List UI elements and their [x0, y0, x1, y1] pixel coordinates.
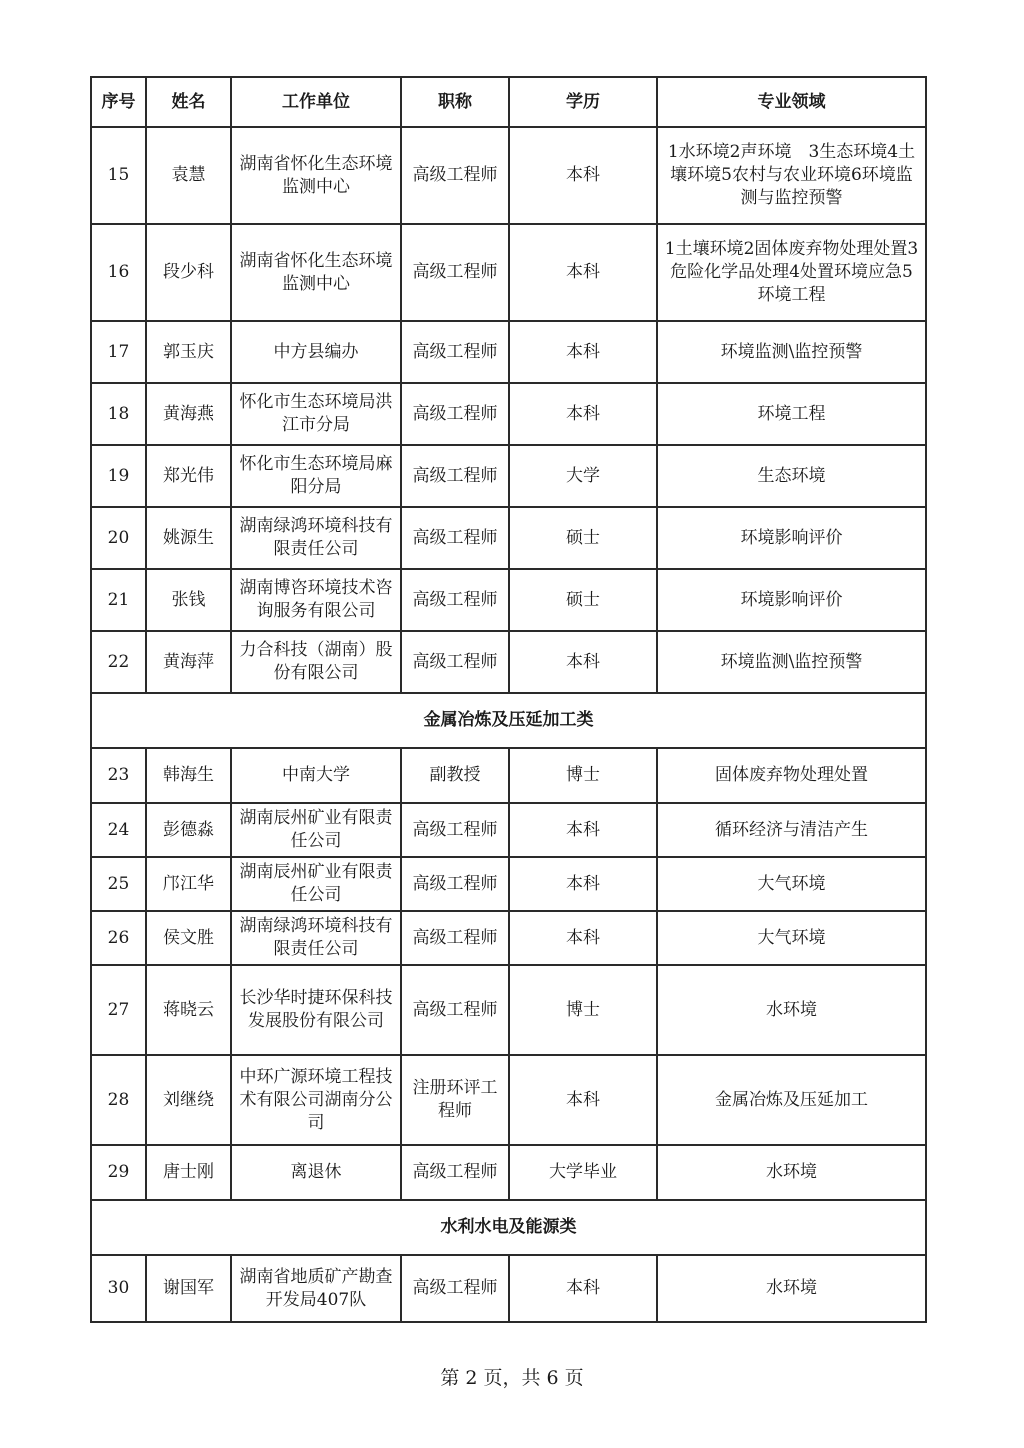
- category-row: [91, 1200, 926, 1255]
- cell-title: 高级工程师: [401, 1145, 509, 1200]
- table-row: [91, 569, 926, 631]
- cell-education: 本科: [509, 911, 657, 965]
- cell-name: 邝江华: [146, 857, 231, 911]
- cell-title: 高级工程师: [401, 857, 509, 911]
- cell-unit: 湖南省怀化生态环境监测中心: [231, 127, 401, 224]
- cell-title: 高级工程师: [401, 507, 509, 569]
- table-row: [91, 857, 926, 911]
- table-row: [91, 321, 926, 383]
- cell-education: 博士: [509, 965, 657, 1055]
- cell-name: 张钱: [146, 569, 231, 631]
- cell-unit: 湖南省怀化生态环境监测中心: [231, 224, 401, 321]
- cell-education: 本科: [509, 631, 657, 693]
- cell-unit: 湖南辰州矿业有限责任公司: [231, 803, 401, 857]
- cell-field: 大气环境: [657, 911, 926, 965]
- header-unit: 工作单位: [231, 77, 401, 127]
- cell-no: 17: [91, 321, 146, 383]
- table-row: [91, 631, 926, 693]
- cell-field: 环境工程: [657, 383, 926, 445]
- cell-title: 注册环评工程师: [401, 1055, 509, 1145]
- table-row: [91, 748, 926, 803]
- header-education: 学历: [509, 77, 657, 127]
- cell-field: 生态环境: [657, 445, 926, 507]
- cell-no: 28: [91, 1055, 146, 1145]
- cell-unit: 湖南博咨环境技术咨询服务有限公司: [231, 569, 401, 631]
- cell-title: 高级工程师: [401, 127, 509, 224]
- category-row: [91, 693, 926, 748]
- cell-name: 唐士刚: [146, 1145, 231, 1200]
- cell-no: 30: [91, 1255, 146, 1322]
- cell-field: 环境监测\监控预警: [657, 321, 926, 383]
- cell-education: 本科: [509, 321, 657, 383]
- cell-name: 谢国军: [146, 1255, 231, 1322]
- cell-unit: 湖南辰州矿业有限责任公司: [231, 857, 401, 911]
- cell-name: 刘继绕: [146, 1055, 231, 1145]
- cell-no: 23: [91, 748, 146, 803]
- cell-education: 大学: [509, 445, 657, 507]
- cell-unit: 中环广源环境工程技术有限公司湖南分公司: [231, 1055, 401, 1145]
- expert-roster-table: [90, 76, 927, 1323]
- cell-education: 本科: [509, 857, 657, 911]
- cell-name: 郑光伟: [146, 445, 231, 507]
- cell-no: 22: [91, 631, 146, 693]
- table-row: [91, 803, 926, 857]
- cell-title: 高级工程师: [401, 383, 509, 445]
- cell-title: 高级工程师: [401, 911, 509, 965]
- table-row: [91, 127, 926, 224]
- table-header-row: [91, 77, 926, 127]
- cell-unit: 离退休: [231, 1145, 401, 1200]
- cell-education: 本科: [509, 1255, 657, 1322]
- cell-no: 26: [91, 911, 146, 965]
- cell-title: 高级工程师: [401, 1255, 509, 1322]
- cell-name: 彭德淼: [146, 803, 231, 857]
- cell-title: 高级工程师: [401, 631, 509, 693]
- cell-title: 高级工程师: [401, 321, 509, 383]
- header-field: 专业领域: [657, 77, 926, 127]
- cell-title: 高级工程师: [401, 965, 509, 1055]
- page-number: 第 2 页，共 6 页: [440, 1367, 584, 1389]
- cell-no: 27: [91, 965, 146, 1055]
- cell-title: 高级工程师: [401, 803, 509, 857]
- table-row: [91, 1255, 926, 1322]
- cell-field: 水环境: [657, 965, 926, 1055]
- cell-no: 18: [91, 383, 146, 445]
- cell-no: 20: [91, 507, 146, 569]
- cell-no: 29: [91, 1145, 146, 1200]
- header-name: 姓名: [146, 77, 231, 127]
- cell-unit: 中方县编办: [231, 321, 401, 383]
- cell-education: 本科: [509, 224, 657, 321]
- cell-field: 1水环境2声环境 3生态环境4土壤环境5农村与农业环境6环境监测与监控预警: [657, 127, 926, 224]
- cell-unit: 湖南省地质矿产勘查开发局407队: [231, 1255, 401, 1322]
- cell-no: 24: [91, 803, 146, 857]
- table-row: [91, 224, 926, 321]
- cell-field: 固体废弃物处理处置: [657, 748, 926, 803]
- table-row: [91, 1145, 926, 1200]
- table-row: [91, 445, 926, 507]
- cell-name: 袁慧: [146, 127, 231, 224]
- cell-unit: 长沙华时捷环保科技发展股份有限公司: [231, 965, 401, 1055]
- cell-name: 韩海生: [146, 748, 231, 803]
- cell-title: 副教授: [401, 748, 509, 803]
- cell-no: 21: [91, 569, 146, 631]
- cell-name: 黄海燕: [146, 383, 231, 445]
- header-no: 序号: [91, 77, 146, 127]
- cell-field: 环境监测\监控预警: [657, 631, 926, 693]
- cell-title: 高级工程师: [401, 224, 509, 321]
- cell-education: 本科: [509, 127, 657, 224]
- cell-field: 环境影响评价: [657, 507, 926, 569]
- cell-unit: 怀化市生态环境局洪江市分局: [231, 383, 401, 445]
- table-row: [91, 911, 926, 965]
- table-row: [91, 383, 926, 445]
- cell-education: 硕士: [509, 507, 657, 569]
- cell-name: 蒋晓云: [146, 965, 231, 1055]
- cell-title: 高级工程师: [401, 569, 509, 631]
- cell-education: 硕士: [509, 569, 657, 631]
- category-label: 水利水电及能源类: [91, 1200, 926, 1255]
- cell-unit: 中南大学: [231, 748, 401, 803]
- cell-field: 循环经济与清洁产生: [657, 803, 926, 857]
- cell-unit: 湖南绿鸿环境科技有限责任公司: [231, 507, 401, 569]
- cell-no: 25: [91, 857, 146, 911]
- cell-field: 金属冶炼及压延加工: [657, 1055, 926, 1145]
- cell-unit: 怀化市生态环境局麻阳分局: [231, 445, 401, 507]
- cell-field: 大气环境: [657, 857, 926, 911]
- cell-no: 19: [91, 445, 146, 507]
- cell-name: 黄海萍: [146, 631, 231, 693]
- cell-title: 高级工程师: [401, 445, 509, 507]
- cell-name: 姚源生: [146, 507, 231, 569]
- cell-education: 本科: [509, 803, 657, 857]
- cell-education: 本科: [509, 1055, 657, 1145]
- cell-education: 本科: [509, 383, 657, 445]
- cell-education: 博士: [509, 748, 657, 803]
- table-row: [91, 1055, 926, 1145]
- table-row: [91, 965, 926, 1055]
- cell-unit: 力合科技（湖南）股份有限公司: [231, 631, 401, 693]
- cell-name: 段少科: [146, 224, 231, 321]
- header-title: 职称: [401, 77, 509, 127]
- cell-field: 1土壤环境2固体废弃物处理处置3危险化学品处理4处置环境应急5环境工程: [657, 224, 926, 321]
- cell-no: 15: [91, 127, 146, 224]
- cell-no: 16: [91, 224, 146, 321]
- cell-field: 环境影响评价: [657, 569, 926, 631]
- cell-name: 郭玉庆: [146, 321, 231, 383]
- cell-unit: 湖南绿鸿环境科技有限责任公司: [231, 911, 401, 965]
- category-label: 金属冶炼及压延加工类: [91, 693, 926, 748]
- cell-field: 水环境: [657, 1145, 926, 1200]
- table-row: [91, 507, 926, 569]
- cell-education: 大学毕业: [509, 1145, 657, 1200]
- cell-name: 侯文胜: [146, 911, 231, 965]
- cell-field: 水环境: [657, 1255, 926, 1322]
